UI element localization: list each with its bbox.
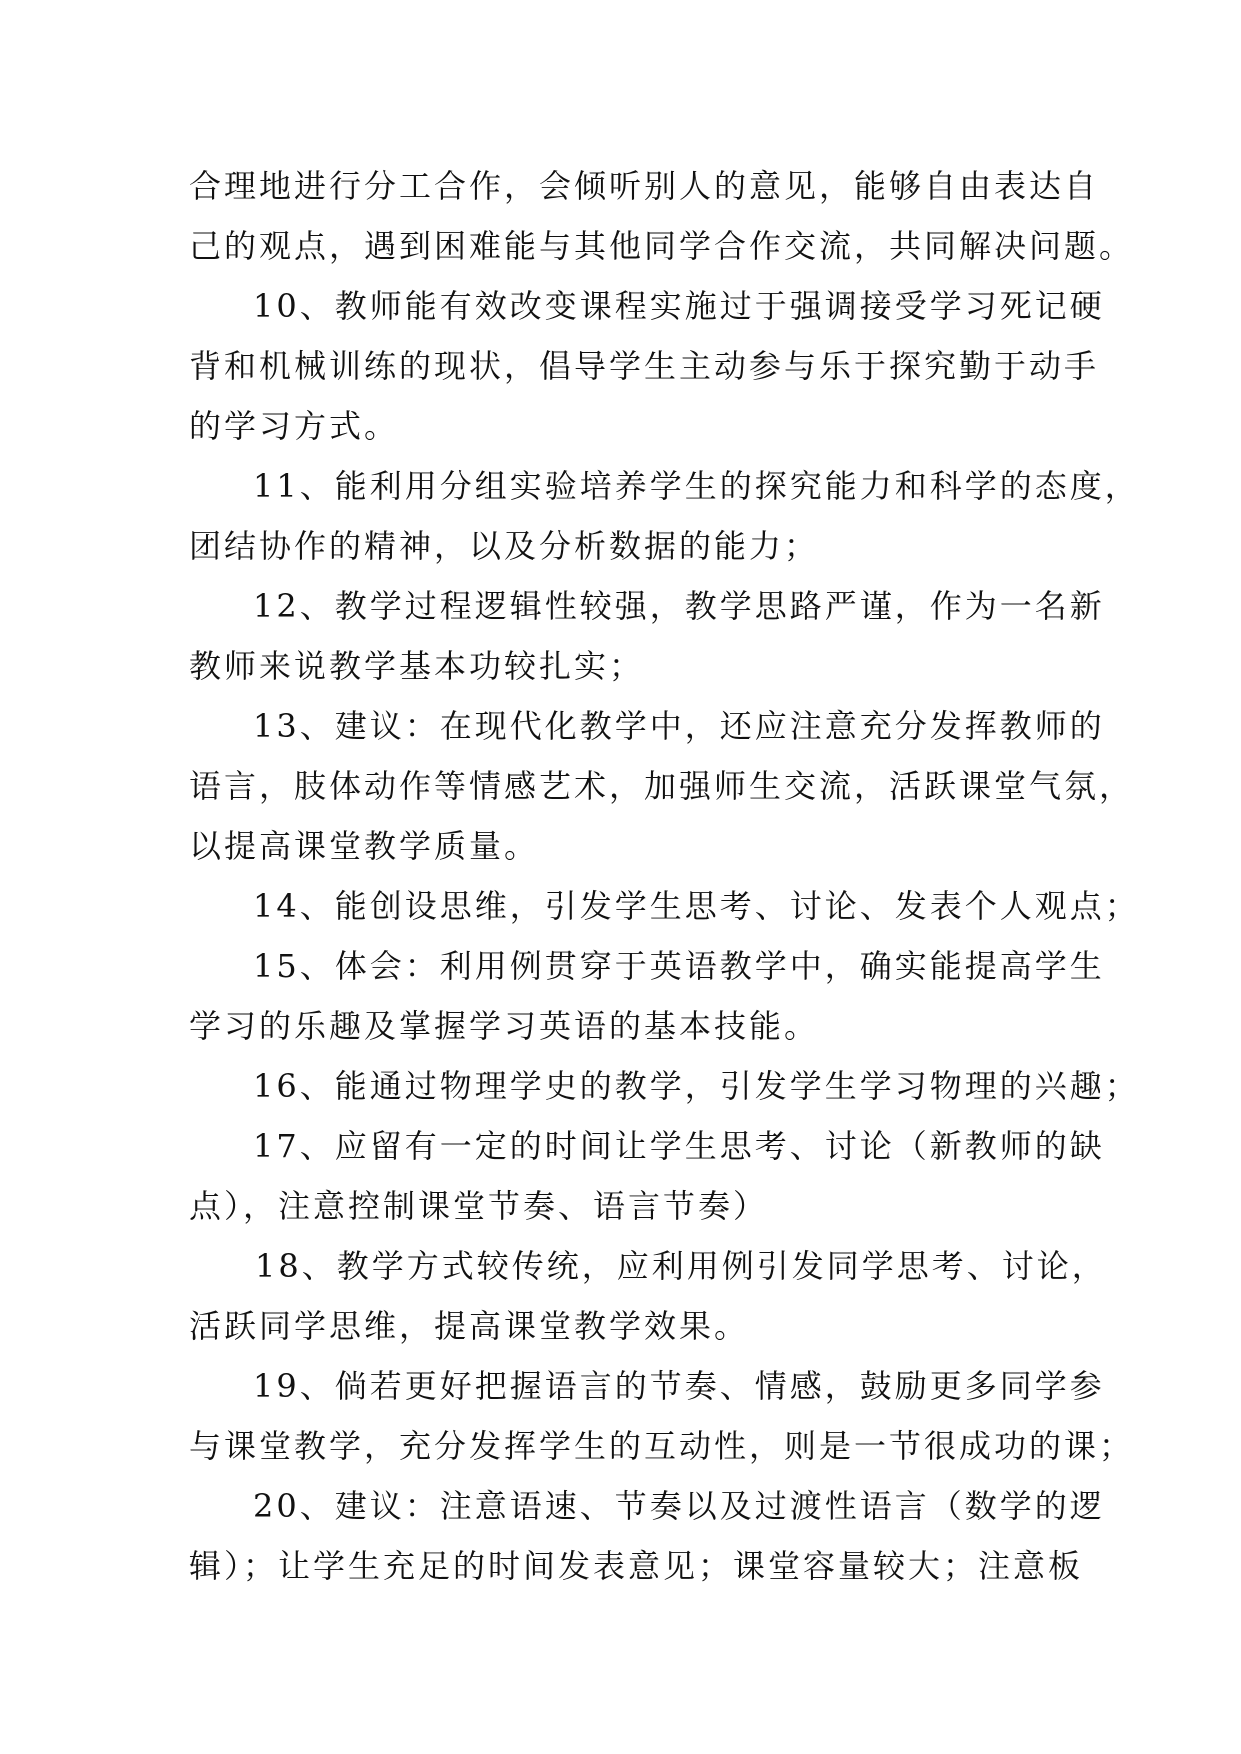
paragraph-20-start: 20、建议：注意语速、节奏以及过渡性语言（数学的逻 xyxy=(253,1487,1105,1525)
paragraph-14-start: 14、能创设思维，引发学生思考、讨论、发表个人观点； xyxy=(253,887,1140,925)
text-line: 学习的乐趣及掌握学习英语的基本技能。 xyxy=(189,1007,820,1045)
text-line: 团结协作的精神，以及分析数据的能力； xyxy=(189,527,820,565)
text-line: 教师来说教学基本功较扎实； xyxy=(189,647,645,685)
paragraph-15-start: 15、体会：利用例贯穿于英语教学中，确实能提高学生 xyxy=(253,947,1105,985)
text-line: 己的观点，遇到困难能与其他同学合作交流，共同解决问题。 xyxy=(189,227,1135,265)
paragraph-16-start: 16、能通过物理学史的教学，引发学生学习物理的兴趣； xyxy=(253,1067,1140,1105)
text-line: 背和机械训练的现状，倡导学生主动参与乐于探究勤于动手 xyxy=(189,347,1100,385)
paragraph-13-start: 13、建议：在现代化教学中，还应注意充分发挥教师的 xyxy=(253,707,1105,745)
text-line: 活跃同学思维，提高课堂教学效果。 xyxy=(189,1307,750,1345)
paragraph-17-start: 17、应留有一定的时间让学生思考、讨论（新教师的缺 xyxy=(253,1127,1105,1165)
paragraph-11-start: 11、能利用分组实验培养学生的探究能力和科学的态度， xyxy=(253,467,1140,505)
text-line: 合理地进行分工合作，会倾听别人的意见，能够自由表达自 xyxy=(189,167,1100,205)
document-body xyxy=(189,156,1140,1596)
text-line: 的学习方式。 xyxy=(189,407,400,445)
text-line: 语言，肢体动作等情感艺术，加强师生交流，活跃课堂气氛， xyxy=(189,767,1135,805)
text-line: 辑）；让学生充足的时间发表意见；课堂容量较大；注意板 xyxy=(189,1547,1084,1585)
text-line: 以提高课堂教学质量。 xyxy=(189,827,540,865)
text-line: 与课堂教学，充分发挥学生的互动性，则是一节很成功的课； xyxy=(189,1427,1135,1465)
paragraph-19-start: 19、倘若更好把握语言的节奏、情感，鼓励更多同学参 xyxy=(253,1367,1105,1405)
paragraph-18-start: 18、教学方式较传统，应利用例引发同学思考、讨论， xyxy=(255,1247,1107,1285)
paragraph-12-start: 12、教学过程逻辑性较强，教学思路严谨，作为一名新 xyxy=(253,587,1105,625)
paragraph-10-start: 10、教师能有效改变课程实施过于强调接受学习死记硬 xyxy=(253,287,1105,325)
text-line: 点），注意控制课堂节奏、语言节奏） xyxy=(189,1187,769,1225)
